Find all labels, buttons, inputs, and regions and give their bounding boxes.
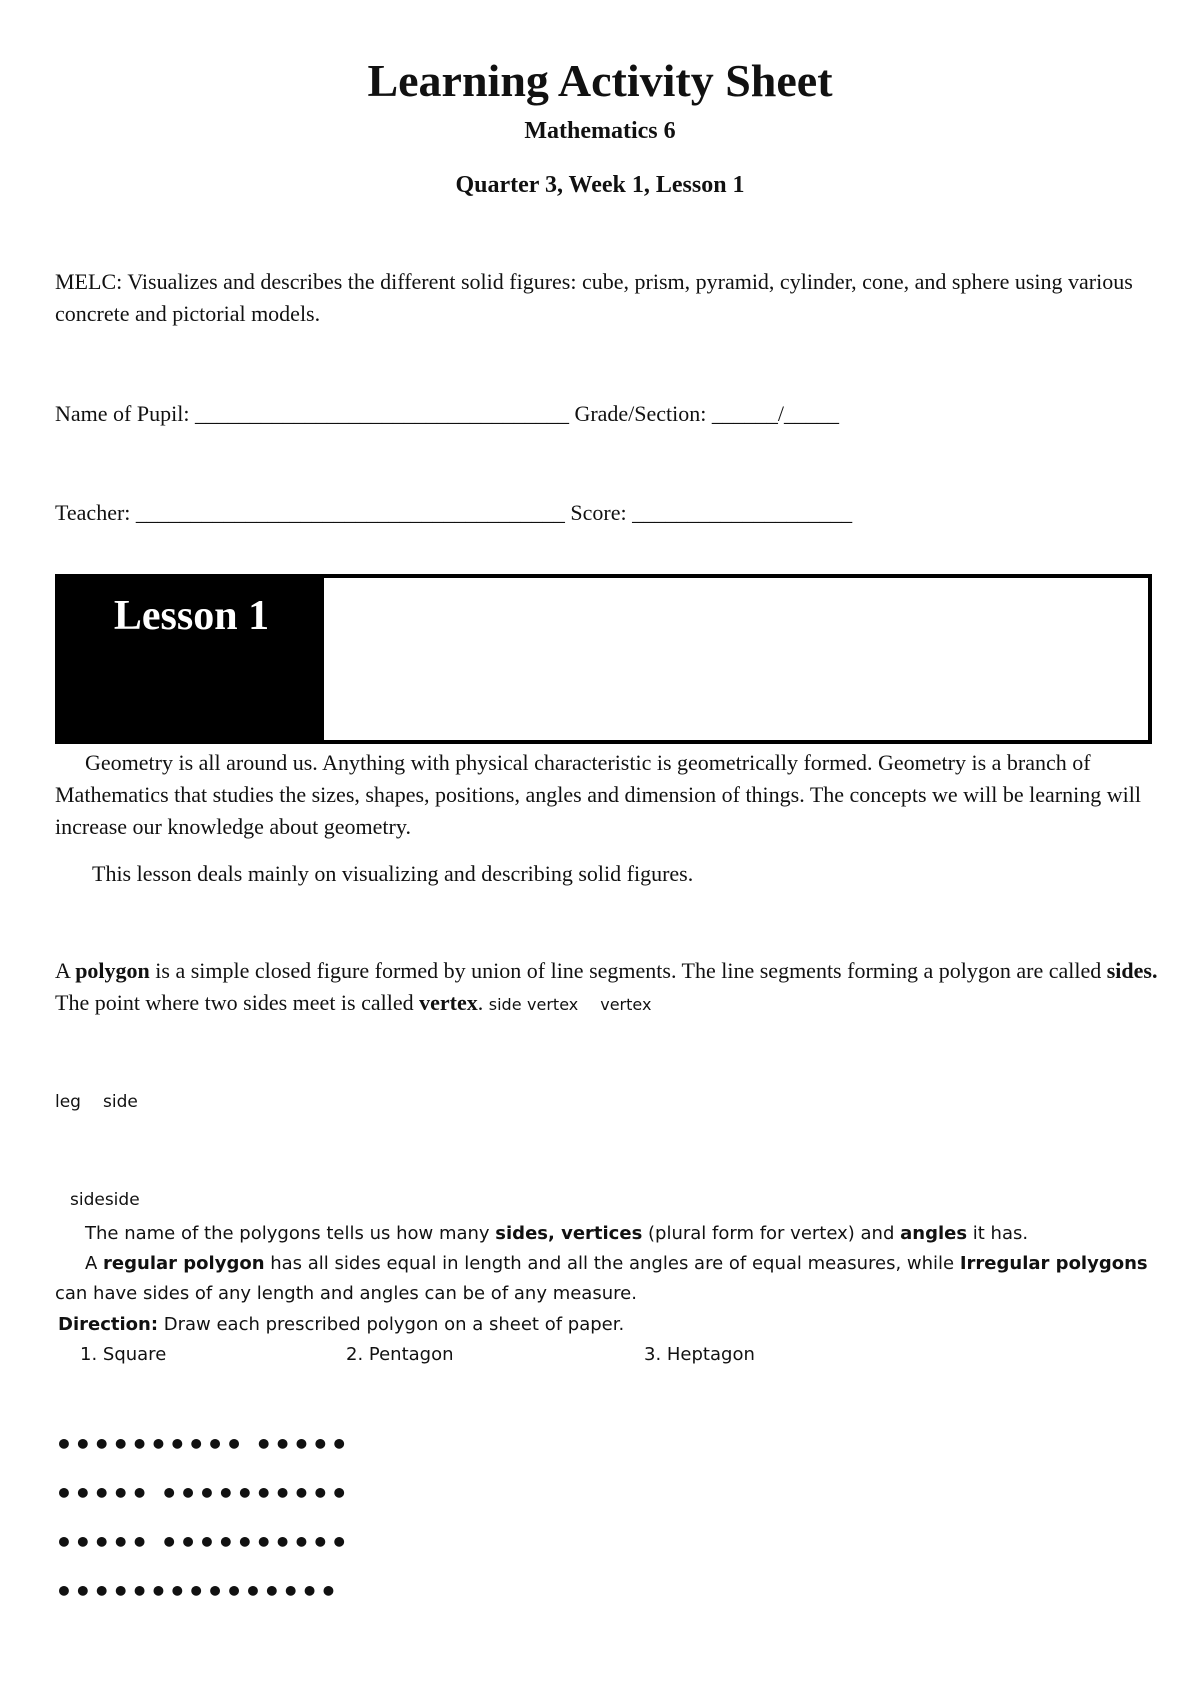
- intro-paragraph-text: Geometry is all around us. Anything with physical characteristic is geometrically formed. Geometry is a branch of Mathematics that studies the sizes, shapes, positions, angles and dimension of things. The concepts we will be learning will increase our knowledge about geometry.: [55, 750, 1141, 839]
- intro-paragraph: [55, 747, 1155, 843]
- figure-label-side: side: [102, 1092, 138, 1112]
- vertex-term: vertex: [419, 990, 478, 1015]
- item-square: 1. Square: [80, 1344, 167, 1365]
- figure-labels-row: [55, 1092, 160, 1112]
- item-pentagon: 2. Pentagon: [346, 1344, 454, 1365]
- polygon-text-2: is a simple closed figure formed by union of line segments. The line segments forming a polygon are called: [149, 958, 1107, 983]
- dot-grid-row: ••••• ••••••••••: [55, 1477, 350, 1510]
- name-label: Name of Pupil:: [55, 401, 195, 426]
- naming-text-3: it has.: [967, 1223, 1029, 1244]
- score-blank-line[interactable]: ____________________: [632, 500, 853, 525]
- subject-heading: Mathematics 6: [524, 118, 676, 144]
- page-title: Learning Activity Sheet: [367, 55, 833, 106]
- pupil-info-row: [55, 398, 839, 430]
- direction-instruction: [58, 1310, 624, 1340]
- lesson-scope-text: This lesson deals mainly on visualizing and describing solid figures.: [92, 861, 694, 886]
- lesson-label: Lesson 1: [113, 593, 270, 639]
- regular-text-1: A: [85, 1253, 104, 1274]
- melc-statement: [55, 266, 1155, 330]
- naming-text-1: The name of the polygons tells us how many: [85, 1223, 496, 1244]
- dot-grid-row: •••••••••• •••••: [55, 1428, 350, 1461]
- figure-label-vertex: vertex: [600, 995, 652, 1014]
- polygon-naming-sentence: [85, 1219, 1028, 1249]
- angles-term: angles: [900, 1223, 968, 1244]
- naming-text-2: (plural form for vertex) and: [642, 1223, 901, 1244]
- grade-section-label: Grade/Section:: [568, 401, 712, 426]
- teacher-info-row: [55, 497, 852, 529]
- teacher-blank-line[interactable]: _______________________________________: [135, 500, 565, 525]
- figure-label-vertex: vertex: [527, 995, 579, 1014]
- figure-label-leg: leg: [55, 1092, 81, 1112]
- figure-label-side: side: [488, 995, 522, 1014]
- sides-vertices-term: sides, vertices: [495, 1223, 643, 1244]
- name-blank-line[interactable]: __________________________________: [194, 401, 569, 426]
- melc-label: MELC:: [55, 269, 123, 294]
- score-label: Score:: [564, 500, 633, 525]
- melc-text: Visualizes and describes the different solid figures: cube, prism, pyramid, cylinder, cone, and sphere using various concrete and pictorial models.: [55, 269, 1133, 326]
- regular-polygon-term: regular polygon: [103, 1253, 265, 1274]
- direction-label: Direction:: [58, 1314, 159, 1335]
- teacher-label: Teacher:: [55, 500, 136, 525]
- regular-polygon-definition: [55, 1249, 1165, 1309]
- grade-section-blank-line[interactable]: ______/_____: [711, 401, 840, 426]
- polygon-text-1: A: [55, 958, 76, 983]
- dot-grid-row: •••••••••••••••: [55, 1575, 339, 1608]
- sides-term: sides.: [1106, 958, 1158, 983]
- item-heptagon: 3. Heptagon: [644, 1344, 755, 1365]
- direction-text: Draw each prescribed polygon on a sheet of paper.: [158, 1314, 625, 1335]
- polygon-text-3: The point where two sides meet is called: [55, 990, 420, 1015]
- regular-text-2: has all sides equal in length and all the angles are of equal measures, while: [264, 1253, 960, 1274]
- polygon-definition: [55, 955, 1165, 1021]
- polygon-text-4: .: [477, 990, 489, 1015]
- polygon-term: polygon: [75, 958, 150, 983]
- quarter-week-lesson-heading: Quarter 3, Week 1, Lesson 1: [455, 172, 745, 198]
- figure-label-sideside: sideside: [70, 1190, 140, 1210]
- lesson-banner: [55, 574, 1152, 744]
- regular-text-3: can have sides of any length and angles can be of any measure.: [55, 1283, 637, 1304]
- irregular-polygons-term: Irregular polygons: [959, 1253, 1148, 1274]
- dot-grid-row: ••••• ••••••••••: [55, 1526, 350, 1559]
